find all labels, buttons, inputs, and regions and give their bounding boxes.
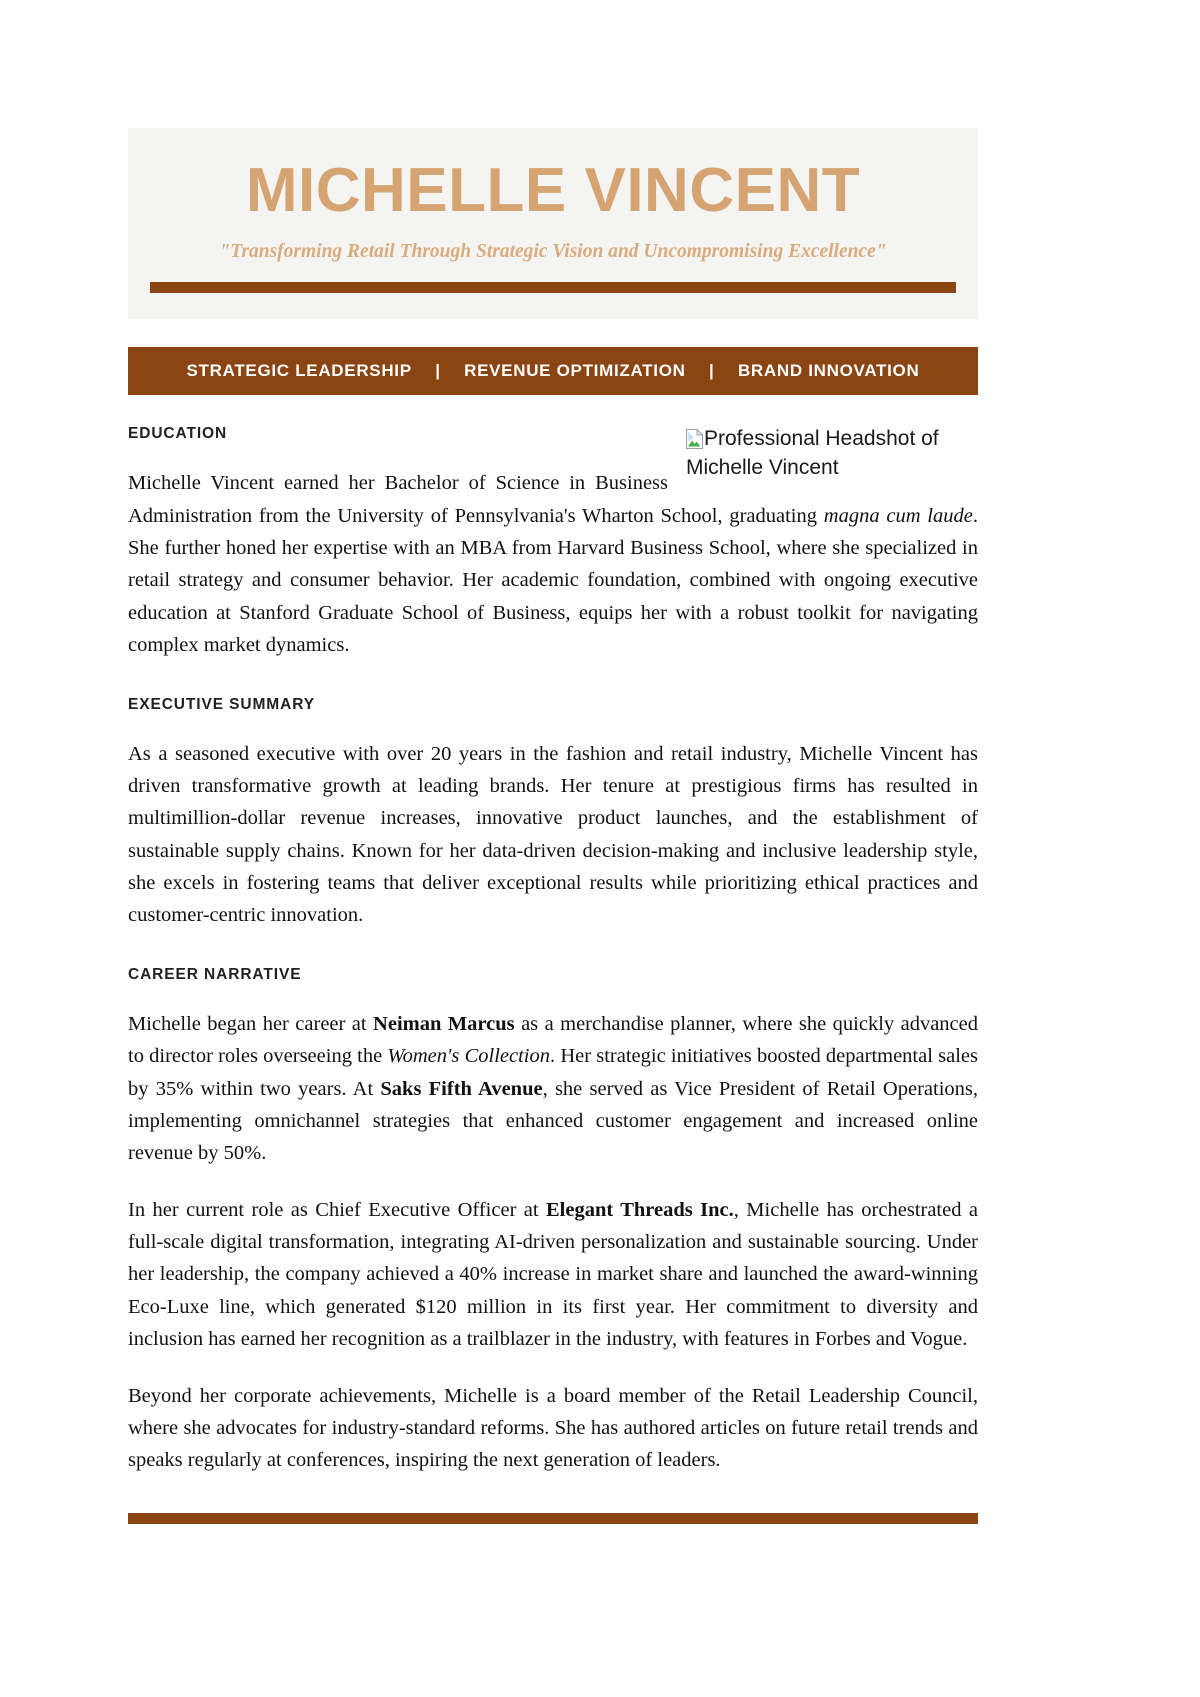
pillar-separator-2: | — [709, 361, 715, 381]
pillar-strategic-leadership: STRATEGIC LEADERSHIP — [186, 361, 412, 381]
run-text: , Michelle has orchestrated a full-scale digital transformation, integrating AI-driven personalization and sustainable sourcing. Under her leadership, the company achieved a 40% increase in market share and launched the award-winning Eco-Luxe line, which generated $120 million in its first year. Her commitment to diversity and inclusion has earned her recognition as a trailblazer in the industry, with features in Forbes and Vogue. — [128, 1198, 978, 1351]
section-heading-education: EDUCATION — [128, 425, 228, 443]
pillar-brand-innovation: BRAND INNOVATION — [737, 361, 920, 381]
run-text: As a seasoned executive with over 20 years in the fashion and retail industry, Michelle Vincent has driven transformative growth at leading brands. Her tenure at prestigious firms has resulted in multimillion-dollar revenue increases, innovative product launches, and the establishment of sustainable supply chains. Known for her data-driven decision-making and inclusive leadership style, she excels in fostering teams that deliver exceptional results while prioritizing ethical practices and customer-centric innovation. — [128, 742, 978, 927]
run-text: Beyond her corporate achievements, Michelle is a board member of the Retail Leadership Council, where she advocates for industry-standard reforms. She has authored articles on future retail trends and speaks regularly at conferences, inspiring the next generation of leaders. — [128, 1384, 978, 1472]
run-text: Michelle Vincent earned her Bachelor of Science in Business Administration from the University of Pennsylvania's Wharton School, graduating — [128, 472, 824, 527]
run-text: In her current role as Chief Executive Officer at — [128, 1198, 546, 1221]
core-competency-bar — [128, 347, 978, 395]
run-bold-saks-fifth-avenue: Saks Fifth Avenue — [380, 1077, 543, 1100]
section-heading-executive-summary: EXECUTIVE SUMMARY — [128, 695, 315, 713]
paragraph-career-2 — [128, 1194, 978, 1356]
headshot-alt-text: Professional Headshot of Michelle Vincent — [686, 427, 939, 479]
run-italic: magna cum laude — [823, 504, 973, 527]
resume-body — [128, 425, 978, 1476]
pillar-revenue-optimization: REVENUE OPTIMIZATION — [464, 361, 686, 381]
header-divider-rule — [150, 282, 956, 293]
paragraph-education — [128, 467, 978, 661]
section-heading-career-narrative: CAREER NARRATIVE — [128, 965, 302, 983]
paragraph-career-1 — [128, 1008, 978, 1170]
run-text: . She further honed her expertise with an MBA from Harvard Business School, where she specialized in retail strategy and consumer behavior. Her academic foundation, combined with ongoing executive education at Stanford Graduate School of Business, equips her with a robust toolkit for navigating complex market dynamics. — [128, 504, 978, 657]
paragraph-executive-summary — [128, 738, 978, 932]
resume-header — [128, 128, 978, 319]
run-bold-neiman-marcus: Neiman Marcus — [373, 1012, 515, 1035]
run-text: as a merchandise planner, where she quickly advanced to director roles overseeing the — [128, 1012, 978, 1068]
pillar-separator-1: | — [435, 361, 441, 381]
footer-divider-rule — [128, 1513, 978, 1524]
paragraph-career-3 — [128, 1380, 978, 1477]
header-tagline: "Transforming Retail Through Strategic Vision and Uncompromising Excellence" — [219, 240, 887, 262]
run-text: . Her strategic initiatives boosted departmental sales by 35% within two years. At — [128, 1045, 978, 1100]
broken-image-icon — [686, 429, 703, 449]
run-text: Michelle began her career at — [128, 1012, 374, 1035]
run-text: , she served as Vice President of Retail Operations, implementing omnichannel strategies that enhanced customer engagement and increased online revenue by 50%. — [128, 1077, 978, 1165]
headshot-image-placeholder — [686, 425, 978, 482]
page-title: MICHELLE VINCENT — [245, 156, 861, 225]
run-italic-womens-collection: Women's Collection — [387, 1045, 550, 1068]
run-bold-elegant-threads: Elegant Threads Inc. — [546, 1198, 734, 1221]
